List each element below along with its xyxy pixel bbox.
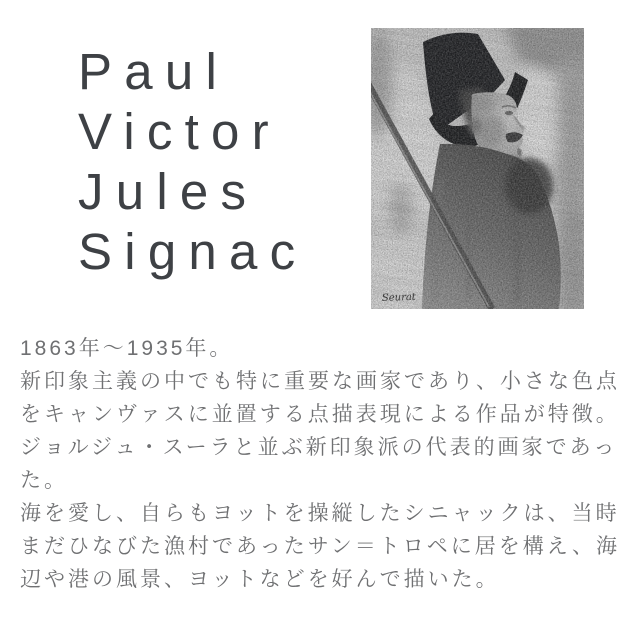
bio-line-6: 海を愛し、自らもヨットを操縦したシニャックは、当時 (20, 502, 620, 525)
portrait-signature: Seurat (381, 291, 417, 304)
artist-name-heading (78, 42, 307, 282)
bio-line-5: た。 (20, 469, 68, 492)
artist-name-line-4: Signac (78, 223, 308, 280)
bio-line-7: まだひなびた漁村であったサン＝トロペに居を構え、海 (20, 535, 620, 558)
bio-line-3: をキャンヴァスに並置する点描表現による作品が特徴。 (20, 403, 620, 426)
conte-crayon-portrait (371, 28, 584, 309)
bio-line-8: 辺や港の風景、ヨットなどを好んで描いた。 (20, 568, 500, 591)
artist-portrait-image (371, 28, 584, 309)
artist-name-line-1: Paul (78, 43, 230, 100)
bio-line-1: 1863年〜1935年。 (20, 337, 234, 360)
artist-name-line-3: Jules (78, 163, 259, 220)
artist-name-line-2: Victor (78, 103, 281, 160)
bio-line-2: 新印象主義の中でも特に重要な画家であり、小さな色点 (20, 370, 620, 393)
artist-bio (20, 332, 632, 596)
grain-texture (371, 28, 584, 309)
bio-line-4: ジョルジュ・スーラと並ぶ新印象派の代表的画家であっ (20, 436, 618, 459)
